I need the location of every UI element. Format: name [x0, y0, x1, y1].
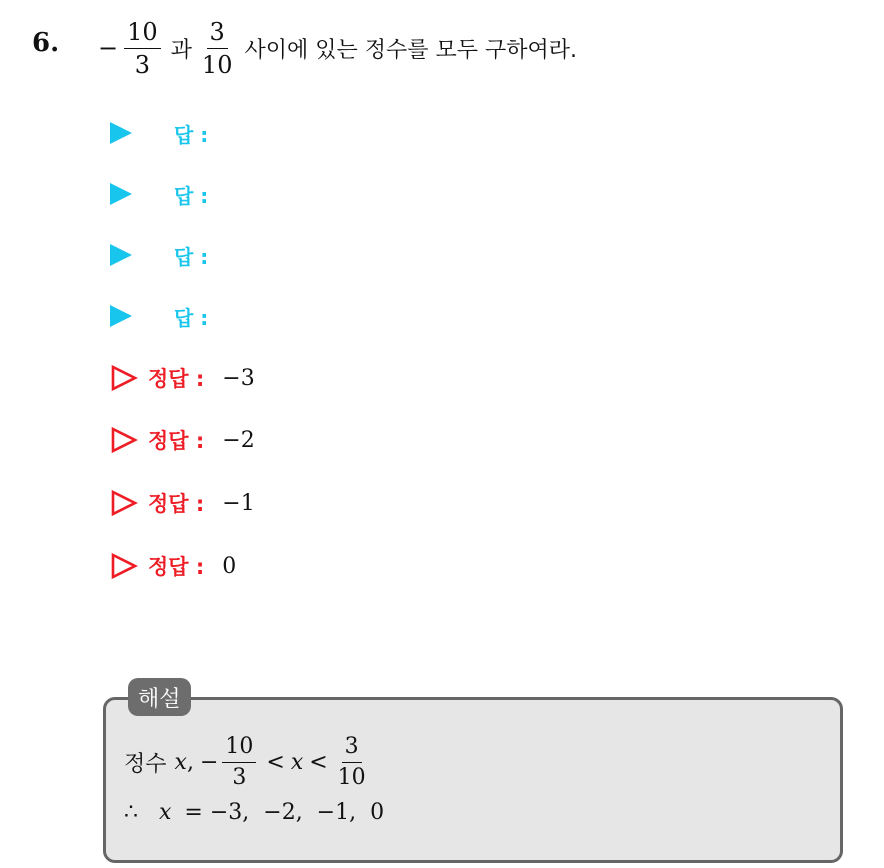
- question-text: [98, 12, 577, 84]
- correct-answer-label: 정답 :: [148, 367, 205, 391]
- correct-answer-row: [110, 550, 236, 582]
- variable-x: x: [174, 749, 187, 775]
- comma: ,: [186, 749, 194, 775]
- answer-row[interactable]: [110, 301, 209, 331]
- therefore-symbol: ∴: [124, 800, 138, 825]
- play-arrow-icon: [110, 183, 132, 205]
- answer-label: 답 :: [174, 184, 209, 208]
- fraction-numerator: 3: [342, 736, 362, 763]
- question-number: 6.: [32, 28, 60, 58]
- correct-answer-row: [110, 424, 255, 456]
- fraction-denominator: 10: [201, 50, 233, 79]
- play-arrow-icon: [110, 122, 132, 144]
- play-arrow-icon: [110, 244, 132, 266]
- outline-triangle-icon: [110, 552, 138, 580]
- correct-answer-row: [110, 362, 255, 394]
- solution-line-1: [124, 730, 370, 794]
- fraction-numerator: 10: [124, 20, 161, 49]
- solution-values: = −3, −2, −1, 0: [184, 800, 385, 825]
- answer-row[interactable]: [110, 118, 209, 148]
- outline-triangle-icon: [110, 364, 138, 392]
- answer-row[interactable]: [110, 240, 209, 270]
- fraction-numerator: 3: [207, 20, 228, 49]
- correct-answer-label: 정답 :: [148, 492, 205, 516]
- answer-label: 답 :: [174, 123, 209, 147]
- fraction-three-tenths: [337, 733, 366, 790]
- fraction-denominator: 3: [232, 764, 247, 790]
- connector-word: 과: [170, 37, 192, 63]
- solution-prefix: 정수: [124, 751, 167, 777]
- solution-tag: 해설: [128, 678, 191, 716]
- fraction-denominator: 10: [337, 764, 366, 790]
- minus-sign: −: [98, 34, 119, 62]
- answer-label: 답 :: [174, 306, 209, 330]
- play-arrow-icon: [110, 305, 132, 327]
- question-sentence: 사이에 있는 정수를 모두 구하여라.: [244, 37, 577, 63]
- correct-answer-value: 0: [222, 553, 237, 579]
- outline-triangle-icon: [110, 489, 138, 517]
- outline-triangle-icon: [110, 426, 138, 454]
- correct-answer-row: [110, 487, 255, 519]
- minus-sign: −: [199, 749, 219, 775]
- fraction-three-tenths: [201, 17, 233, 79]
- variable-x: x: [159, 800, 172, 825]
- fraction-denominator: 3: [134, 50, 151, 79]
- correct-answer-value: −3: [222, 365, 255, 391]
- correct-answer-label: 정답 :: [148, 555, 205, 579]
- answer-row[interactable]: [110, 179, 209, 209]
- variable-x: x: [290, 749, 304, 775]
- correct-answer-label: 정답 :: [148, 429, 205, 453]
- correct-answer-value: −2: [222, 427, 255, 453]
- answer-label: 답 :: [174, 245, 209, 269]
- fraction-neg-ten-thirds: [124, 17, 161, 79]
- solution-line-2: [124, 800, 384, 825]
- fraction-neg-ten-thirds: [222, 733, 256, 790]
- less-than: <: [309, 749, 328, 775]
- correct-answer-value: −1: [222, 490, 255, 516]
- less-than: <: [266, 749, 285, 775]
- fraction-numerator: 10: [222, 736, 256, 763]
